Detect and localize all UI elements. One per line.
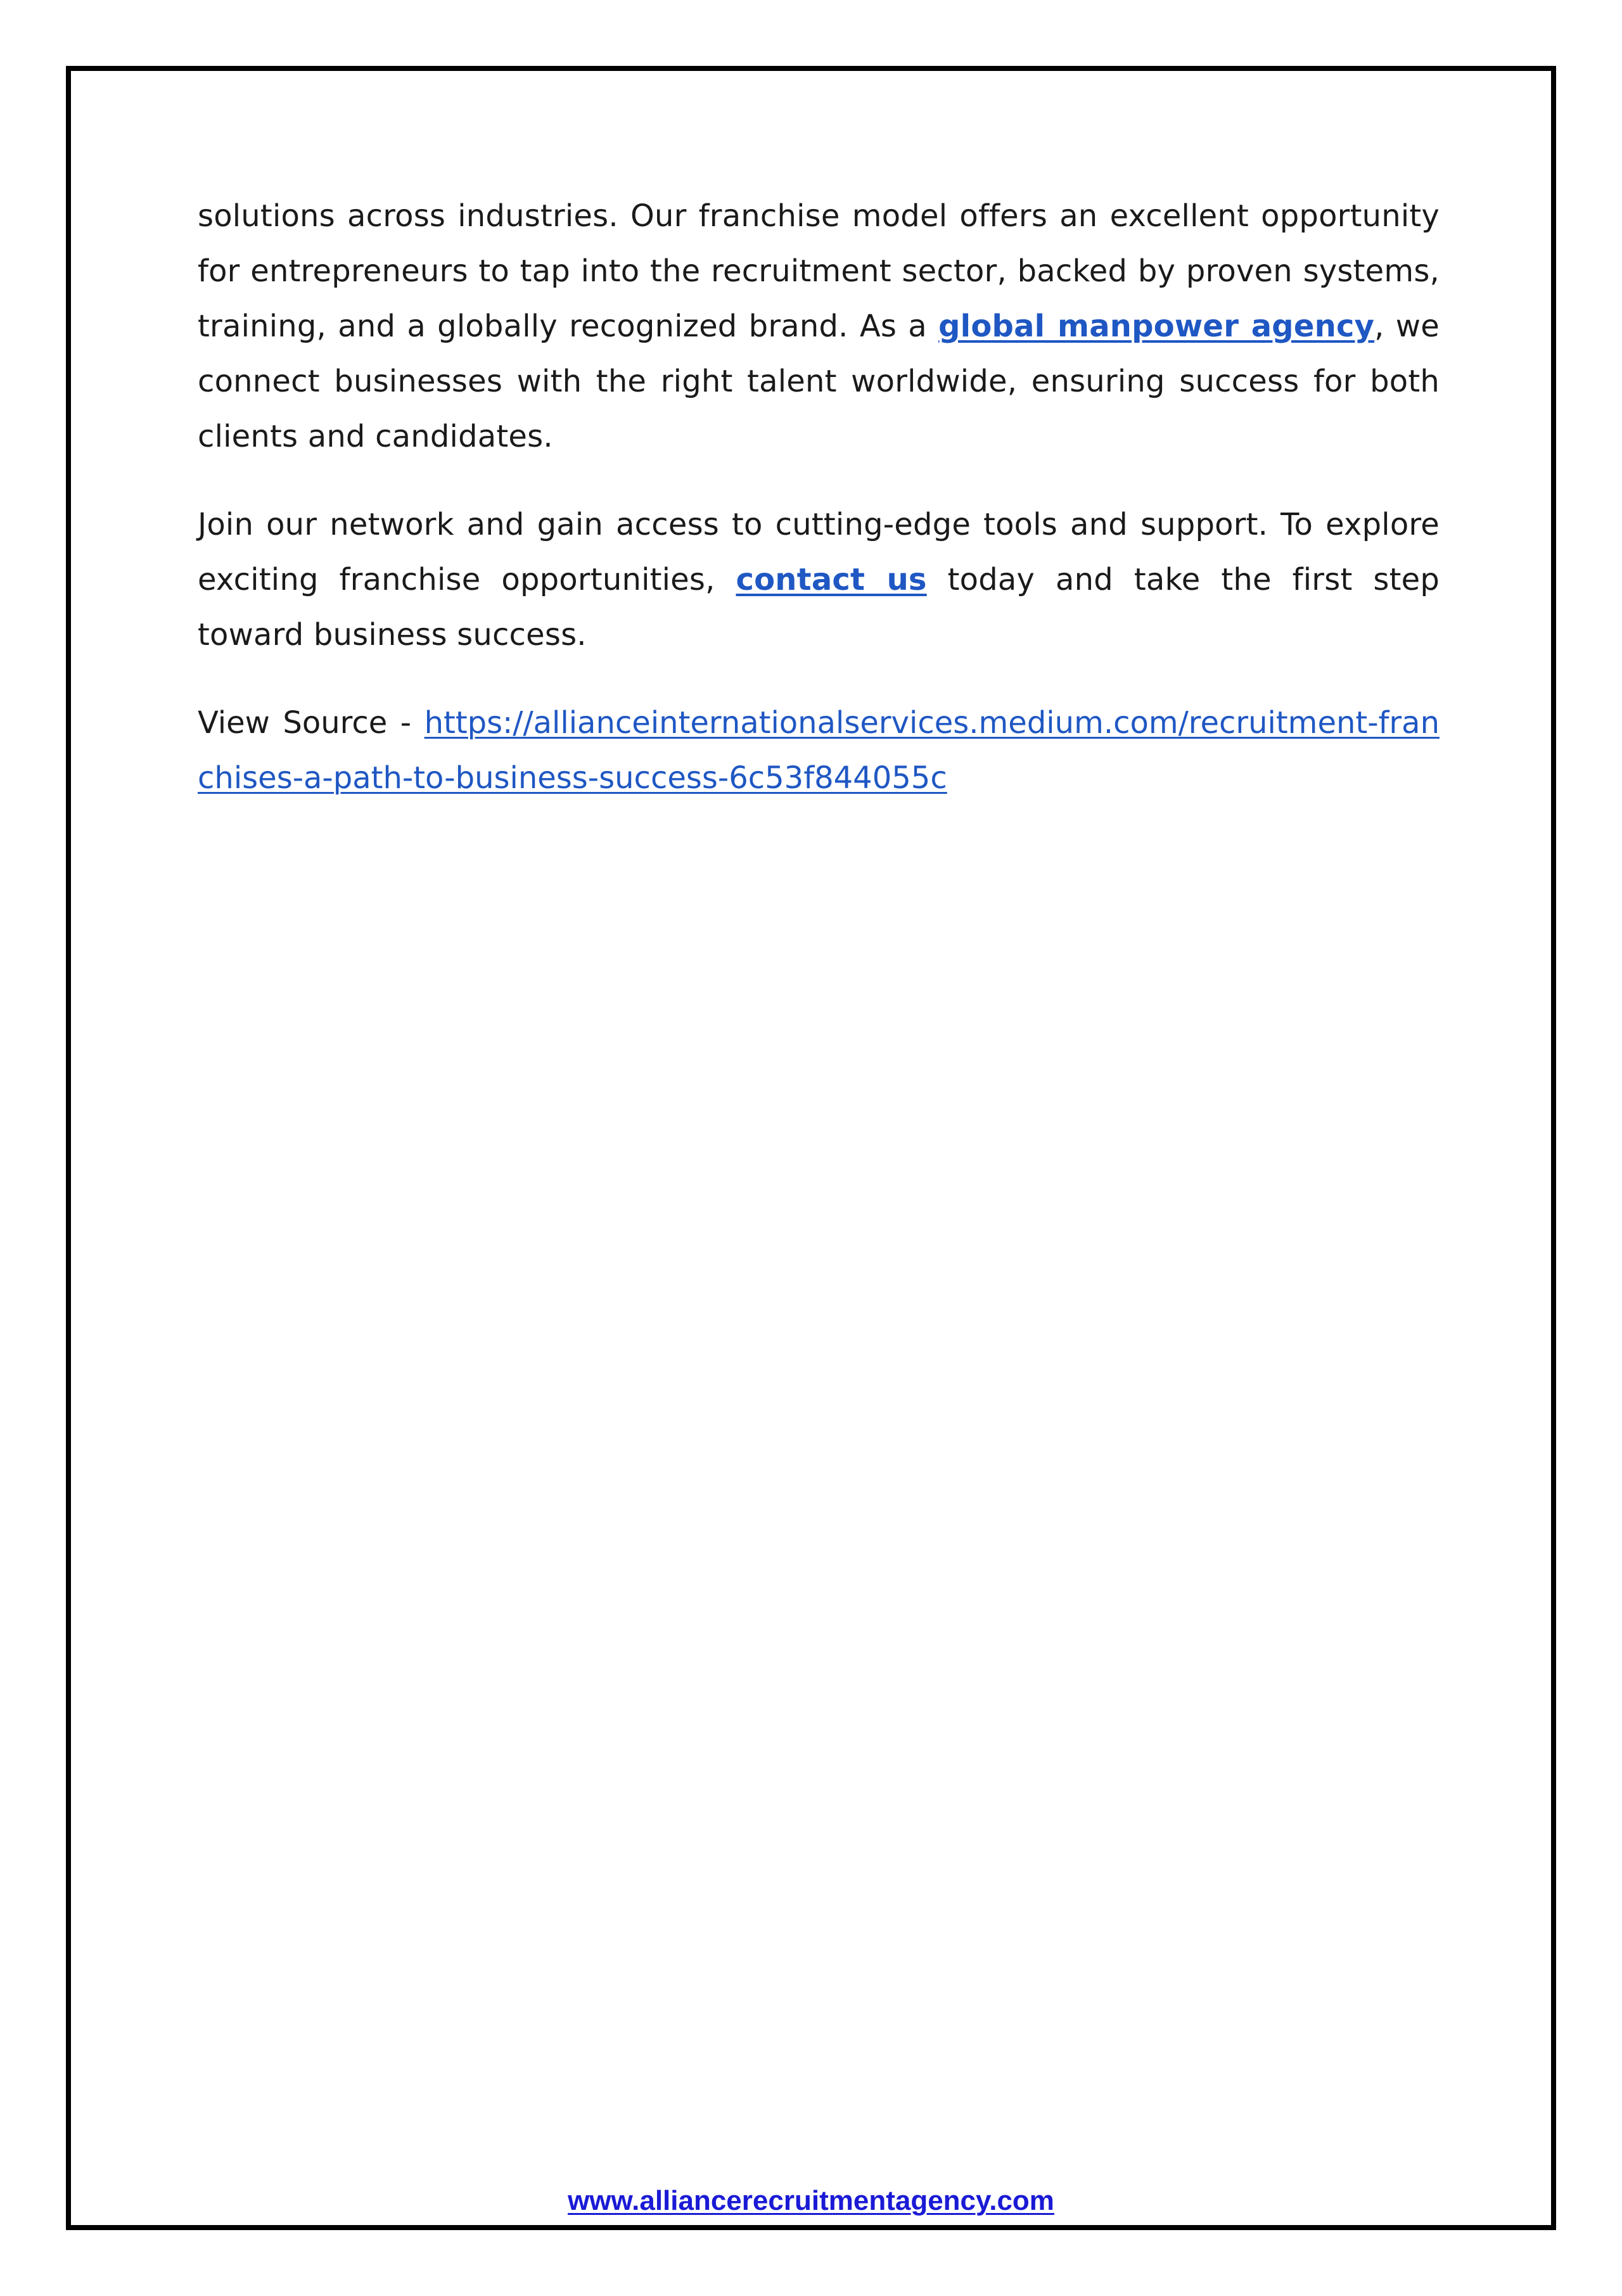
paragraph-franchise-model: [198, 189, 1440, 464]
page-footer: [66, 2183, 1556, 2219]
source-url-part2: franchises-a-path-to-business-success-6c53f844055c: [198, 705, 1440, 796]
paragraph1-text-start: solutions across industries. Our franchise model offers an excellent opportunity for entrepreneurs to tap into the recruitment sector, backed by proven systems, training, and a globally recognized brand. As a: [198, 198, 1440, 344]
paragraph2-text-end: today and take the first step toward business success.: [198, 562, 1440, 653]
footer-website-link[interactable]: www.alliancerecruitmentagency.com: [568, 2185, 1054, 2216]
global-manpower-agency-link[interactable]: global manpower agency: [938, 309, 1375, 344]
view-source-label: View Source -: [198, 705, 425, 741]
document-body: [198, 189, 1440, 806]
view-source-line: [198, 696, 1440, 806]
paragraph1-text-end: , we connect businesses with the right talent worldwide, ensuring success for both clients and candidates.: [198, 309, 1440, 454]
contact-us-link[interactable]: contact us: [736, 562, 927, 597]
paragraph-join-network: [198, 497, 1440, 663]
source-url-part1: https://allianceinternationalservices.medium.com/recruitment-: [424, 705, 1379, 741]
paragraph2-text-start: Join our network and gain access to cutting-edge tools and support. To explore exciting franchise opportunities,: [198, 507, 1440, 597]
